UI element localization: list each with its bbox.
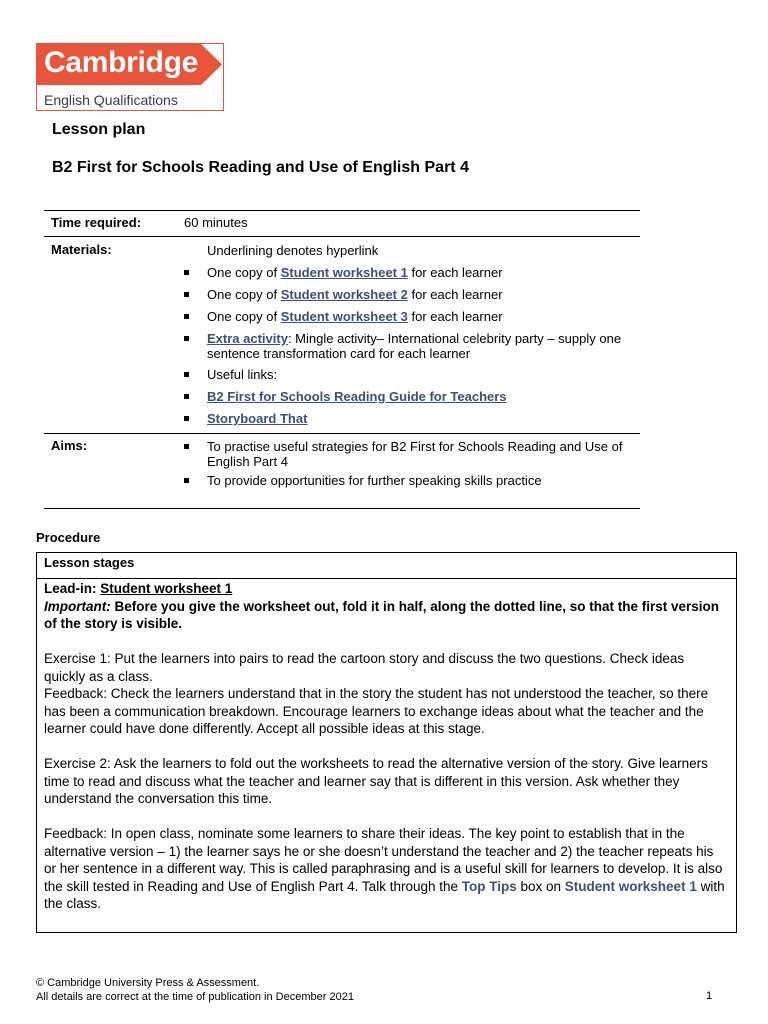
feedback-2-text xyxy=(44,825,728,913)
leadin-line xyxy=(44,580,728,598)
material-text: : Mingle activity– International celebrity party – supply one sentence transformation card for each learner xyxy=(207,331,622,361)
procedure-label: Procedure xyxy=(36,530,101,545)
lesson-stages-heading: Lesson stages xyxy=(44,555,135,570)
important-text: Before you give the worksheet out, fold it in half, along the dotted line, so that the first version of the story is visible. xyxy=(44,598,720,631)
exercise-2-text: Exercise 2: Ask the learners to fold out the worksheets to read the alternative version of the story. Give learners time to read and discuss what the teacher and learner say that is different in this version. Ask whether they understand the conversation this time. xyxy=(44,756,708,806)
feedback-2-end: with the class. xyxy=(44,878,725,911)
time-label: Time required: xyxy=(51,215,142,230)
bullet-icon xyxy=(184,394,189,399)
materials-label: Materials: xyxy=(51,242,112,257)
important-label: Important: xyxy=(44,598,111,614)
bullet-icon xyxy=(184,372,189,377)
student-worksheet-1-link[interactable]: Student worksheet 1 xyxy=(280,265,408,280)
aim-text: To practise useful strategies for B2 First for Schools Reading and Use of English Part 4 xyxy=(207,439,623,469)
student-worksheet-1-ref: Student worksheet 1 xyxy=(564,878,697,894)
bullet-icon xyxy=(184,314,189,319)
procedure-body xyxy=(44,580,728,913)
feedback-2-main: Feedback: In open class, nominate some learners to share their ideas. The key point to establish that in the alternative version – 1) the learner says he or she doesn’t understand the teacher and 2) the teacher repeats his or her sentence in a different way. This is called paraphrasing and is a useful skill for learners to develop. It is also the skill tested in Reading and Use of English Part 4. Talk through the xyxy=(44,826,723,894)
extra-activity-link[interactable]: Extra activity xyxy=(207,331,288,346)
bullet-icon xyxy=(184,478,189,483)
leadin-prefix: Lead-in: xyxy=(44,581,101,596)
publication-note: All details are correct at the time of publication in December 2021 xyxy=(36,991,354,1003)
bullet-icon xyxy=(184,444,189,449)
lesson-plan-label: Lesson plan xyxy=(52,121,146,138)
bullet-icon xyxy=(184,292,189,297)
student-worksheet-3-link[interactable]: Student worksheet 3 xyxy=(280,309,408,324)
logo-word: Cambridge xyxy=(44,46,198,79)
materials-row xyxy=(44,237,640,434)
material-text: One copy of xyxy=(207,287,281,302)
time-row xyxy=(44,211,640,237)
aims-row xyxy=(44,434,640,509)
procedure-header xyxy=(37,553,736,579)
aim-text: To provide opportunities for further speaking skills practice xyxy=(207,473,542,488)
student-worksheet-2-link[interactable]: Student worksheet 2 xyxy=(280,287,408,302)
procedure-box xyxy=(36,552,737,933)
cambridge-logo xyxy=(36,43,224,111)
leadin-worksheet-link[interactable]: Student worksheet 1 xyxy=(100,581,233,596)
page-number: 1 xyxy=(706,990,713,1002)
copyright-text: © Cambridge University Press & Assessment. xyxy=(36,977,260,989)
material-text: One copy of xyxy=(207,265,281,280)
footer xyxy=(36,976,354,1004)
exercise-1-text: Exercise 1: Put the learners into pairs to read the cartoon story and discuss the two questions. Check ideas quickly as a class. xyxy=(44,651,685,684)
lesson-info-table xyxy=(44,210,640,509)
material-text: for each learner xyxy=(407,265,503,280)
feedback-2-mid: box on xyxy=(516,878,565,894)
bullet-icon xyxy=(184,270,189,275)
logo-subtitle: English Qualifications xyxy=(44,92,178,108)
material-text: One copy of xyxy=(207,309,281,324)
aims-label: Aims: xyxy=(51,438,88,453)
material-text: for each learner xyxy=(407,287,503,302)
important-note xyxy=(44,598,728,633)
storyboard-that-link[interactable]: Storyboard That xyxy=(207,411,308,426)
bullet-icon xyxy=(184,336,189,341)
materials-note: Underlining denotes hyperlink xyxy=(207,243,379,258)
reading-guide-link[interactable]: B2 First for Schools Reading Guide for Teachers xyxy=(207,389,507,404)
time-value: 60 minutes xyxy=(184,215,248,230)
material-text: for each learner xyxy=(407,309,503,324)
top-tips-text: Top Tips xyxy=(461,878,517,894)
feedback-1-text: Feedback: Check the learners understand that in the story the student has not understood the teacher, so there has been a communication breakdown. Encourage learners to exchange ideas about what the teacher and the learner could have done differently. Accept all possible ideas at this stage. xyxy=(44,686,709,736)
page-title: B2 First for Schools Reading and Use of English Part 4 xyxy=(52,159,469,176)
bullet-icon xyxy=(184,416,189,421)
useful-links-label: Useful links: xyxy=(207,367,278,382)
